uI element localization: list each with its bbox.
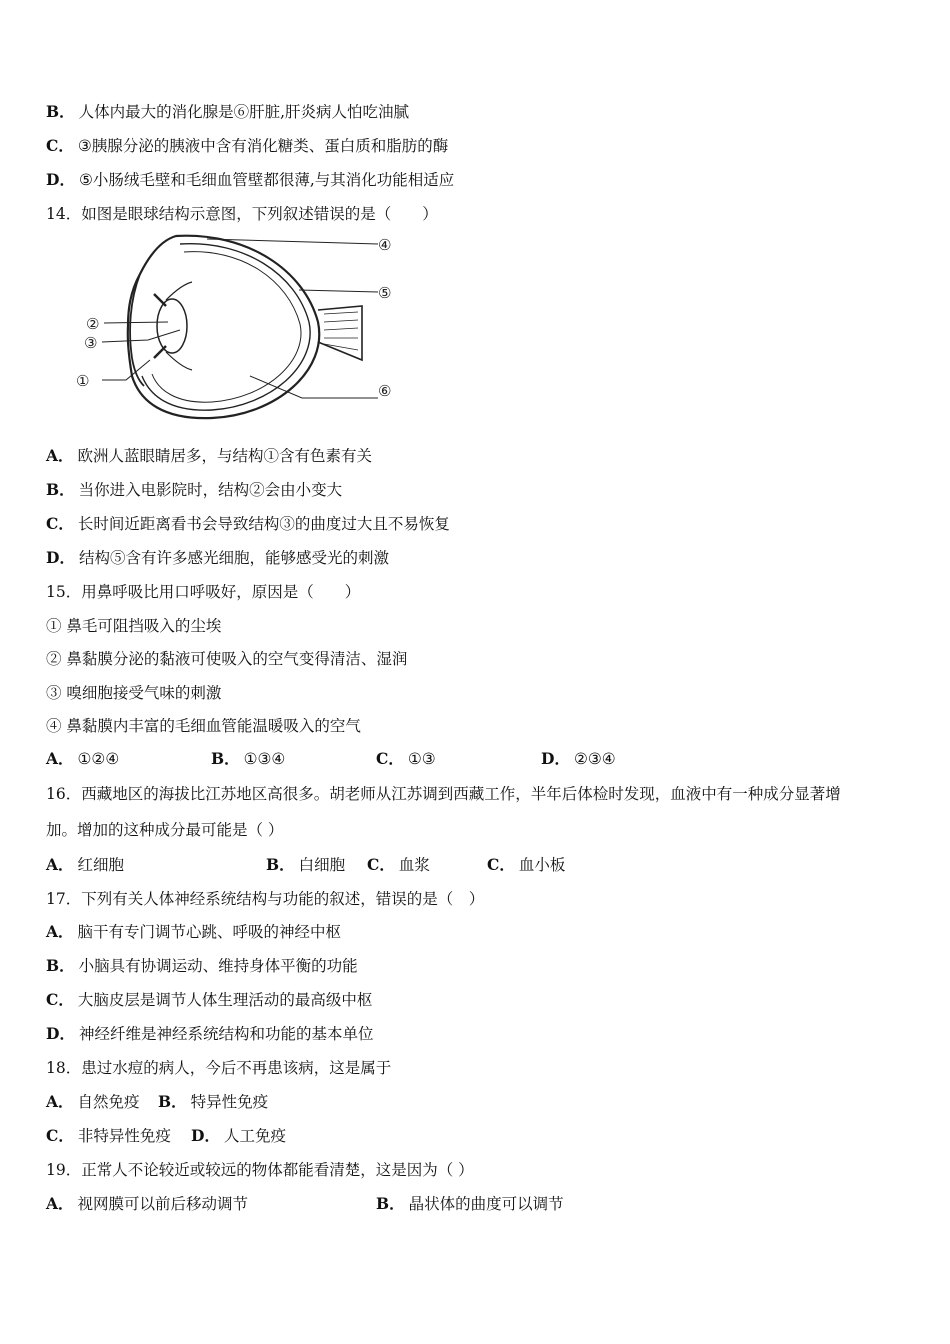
q15-item-2: ② 鼻黏膜分泌的黏液可使吸入的空气变得清洁、湿润 — [46, 650, 408, 668]
option-text: 血小板 — [518, 856, 566, 874]
q15-option-d — [541, 749, 616, 769]
pointer-6 — [250, 376, 378, 398]
q15-option-a — [46, 749, 211, 769]
option-label: A． — [46, 855, 74, 874]
option-text: 长时间近距离看书会导致结构③的曲度过大且不易恢复 — [77, 515, 450, 533]
q15-item-3: ③ 嗅细胞接受气味的刺激 — [46, 684, 222, 702]
iris-top — [154, 294, 166, 306]
q18-stem: 18．患过水痘的病人，今后不再患该病，这是属于 — [46, 1059, 392, 1077]
option-label: D． — [541, 749, 570, 768]
optic-nerve-hatching — [324, 312, 358, 350]
option-text: ⑤小肠绒毛壁和毛细血管壁都很薄,与其消化功能相适应 — [78, 171, 455, 189]
option-label: C． — [46, 1126, 74, 1145]
option-text: 神经纤维是神经系统结构和功能的基本单位 — [78, 1025, 374, 1043]
q17-option-d — [46, 1024, 373, 1044]
q18-option-a — [46, 1092, 158, 1112]
option-text: 白细胞 — [298, 856, 346, 874]
q15-option-c — [376, 749, 541, 769]
option-text: 血浆 — [398, 856, 430, 874]
option-label: C． — [487, 855, 515, 874]
q16-option-c — [367, 855, 487, 875]
q19-options — [46, 1194, 564, 1214]
label-6: ⑥ — [378, 382, 392, 400]
option-label: A． — [46, 922, 74, 941]
q16-option-a — [46, 855, 266, 875]
option-label: A． — [46, 446, 74, 465]
option-label: B． — [46, 102, 75, 121]
option-label: B． — [158, 1092, 187, 1111]
label-4: ④ — [378, 236, 392, 254]
option-label: A． — [46, 1092, 74, 1111]
iris-bottom — [154, 346, 166, 358]
option-label: D． — [46, 548, 75, 567]
option-label: B． — [46, 480, 75, 499]
q17-option-c — [46, 990, 372, 1010]
q14-option-a — [46, 446, 372, 466]
option-text: ①③④ — [243, 750, 286, 768]
q14-option-c — [46, 514, 450, 534]
option-text: 人工免疫 — [223, 1127, 286, 1145]
option-label: B． — [376, 1194, 405, 1213]
option-text: 晶状体的曲度可以调节 — [408, 1195, 564, 1213]
q19-option-a — [46, 1194, 376, 1214]
q16-stem-line-2: 加。增加的这种成分最可能是（ ） — [46, 821, 284, 839]
q19-stem: 19．正常人不论较近或较远的物体都能看清楚，这是因为（ ） — [46, 1161, 474, 1179]
eye-structure-diagram — [62, 230, 408, 422]
option-text: 大脑皮层是调节人体生理活动的最高级中枢 — [77, 991, 373, 1009]
q16-options — [46, 855, 565, 875]
option-label: C． — [46, 514, 74, 533]
q16-option-b — [266, 855, 367, 875]
option-text: 欧洲人蓝眼睛居多，与结构①含有色素有关 — [77, 447, 373, 465]
option-text: 脑干有专门调节心跳、呼吸的神经中枢 — [77, 923, 342, 941]
option-label: B． — [266, 855, 295, 874]
option-label: A． — [46, 749, 74, 768]
label-3: ③ — [84, 334, 98, 352]
option-text: 小脑具有协调运动、维持身体平衡的功能 — [78, 957, 358, 975]
option-text: ③胰腺分泌的胰液中含有消化糖类、蛋白质和脂肪的酶 — [77, 137, 449, 155]
q15-options — [46, 749, 616, 769]
q16-stem-line-1: 16．西藏地区的海拔比江苏地区高很多。胡老师从江苏调到西藏工作，半年后体检时发现，血液中有一种成分显著增 — [46, 785, 841, 803]
option-text: 结构⑤含有许多感光细胞，能够感受光的刺激 — [78, 549, 389, 567]
option-text: 当你进入电影院时，结构②会由小变大 — [78, 481, 343, 499]
option-label: D． — [46, 170, 75, 189]
option-label: D． — [46, 1024, 75, 1043]
option-label: B． — [211, 749, 240, 768]
q17-stem: 17．下列有关人体神经系统结构与功能的叙述，错误的是（ ） — [46, 890, 485, 908]
q14-option-b — [46, 480, 342, 500]
pointer-3 — [102, 330, 180, 342]
q18-option-b — [158, 1092, 268, 1112]
q18-options-row-2 — [46, 1126, 286, 1146]
q14-stem: 14．如图是眼球结构示意图，下列叙述错误的是（ ） — [46, 205, 438, 223]
q17-option-b — [46, 956, 358, 976]
option-label: C． — [376, 749, 404, 768]
label-5: ⑤ — [378, 284, 392, 302]
pointer-5 — [299, 290, 378, 292]
option-text: 非特异性免疫 — [77, 1127, 171, 1145]
option-label: C． — [46, 990, 74, 1009]
q15-item-1: ① 鼻毛可阻挡吸入的尘埃 — [46, 617, 222, 635]
q17-option-a — [46, 922, 341, 942]
option-text: 人体内最大的消化腺是⑥肝脏,肝炎病人怕吃油腻 — [78, 103, 410, 121]
q18-options-row-1 — [46, 1092, 268, 1112]
option-label: A． — [46, 1194, 74, 1213]
ciliary-body-top — [166, 282, 192, 300]
option-label: C． — [367, 855, 395, 874]
option-text: ①③ — [407, 750, 436, 768]
q19-option-b — [376, 1194, 564, 1214]
q13-option-c — [46, 136, 448, 156]
q15-option-b — [211, 749, 376, 769]
q16-option-d — [487, 855, 565, 875]
q14-option-d — [46, 548, 389, 568]
pointer-2 — [104, 322, 168, 323]
option-text: ②③④ — [573, 750, 616, 768]
ciliary-body-bottom — [166, 352, 192, 370]
option-text: 红细胞 — [77, 856, 125, 874]
q13-option-b — [46, 102, 409, 122]
option-label: D． — [191, 1126, 220, 1145]
label-1: ① — [76, 372, 90, 390]
option-text: 自然免疫 — [77, 1093, 140, 1111]
option-text: ①②④ — [77, 750, 120, 768]
option-label: B． — [46, 956, 75, 975]
q13-option-d — [46, 170, 454, 190]
lens — [157, 299, 187, 353]
label-2: ② — [86, 315, 100, 333]
q18-option-c — [46, 1126, 191, 1146]
option-label: C． — [46, 136, 74, 155]
q15-stem: 15．用鼻呼吸比用口呼吸好，原因是（ ） — [46, 583, 361, 601]
q18-option-d — [191, 1126, 286, 1146]
option-text: 视网膜可以前后移动调节 — [77, 1195, 249, 1213]
q15-item-4: ④ 鼻黏膜内丰富的毛细血管能温暖吸入的空气 — [46, 717, 361, 735]
option-text: 特异性免疫 — [190, 1093, 269, 1111]
